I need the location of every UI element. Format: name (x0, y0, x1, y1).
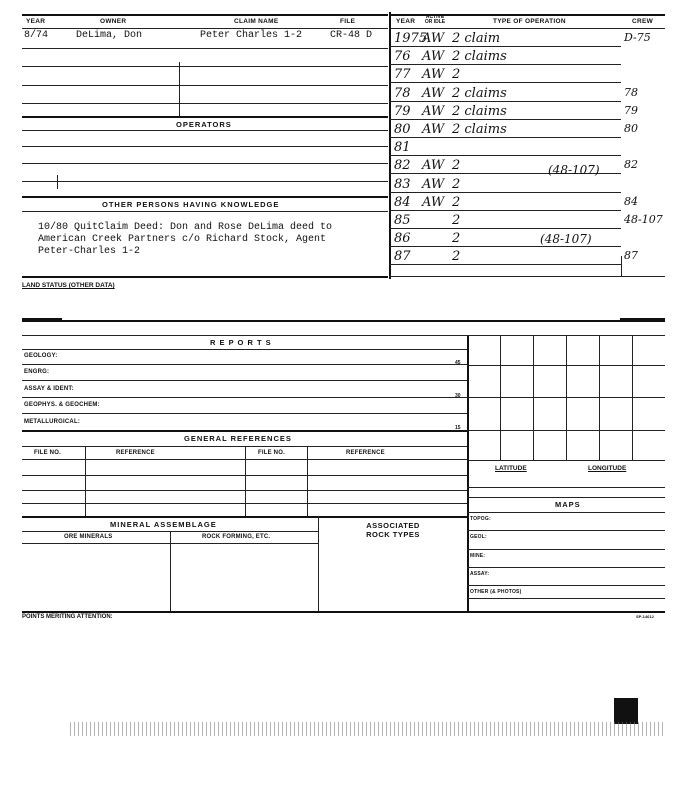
activity-type: 2 (452, 231, 461, 247)
claim-name: Peter Charles 1-2 (200, 30, 303, 41)
remarks-line-2: American Creek Partners c/o Richard Stock, Agent (38, 234, 327, 245)
associated-rock-types: ASSOCIATED ROCK TYPES (366, 521, 420, 539)
activity-row-rule (389, 101, 621, 102)
activity-active: AW (422, 176, 445, 192)
activity-row-rule (389, 246, 621, 247)
activity-year: 85 (394, 213, 411, 228)
activity-active: AW (422, 85, 445, 101)
header-owner: OWNER (100, 18, 127, 25)
map-assay: ASSAY: (470, 571, 490, 577)
scan-mark (614, 698, 638, 724)
longitude-label: LONGITUDE (588, 465, 627, 472)
activity-year: 81 (394, 140, 411, 156)
operators-heading: OPERATORS (176, 120, 232, 129)
ref-col-reference-2: REFERENCE (346, 450, 385, 456)
activity-year: 84 (394, 194, 411, 210)
header-act-year: YEAR (396, 18, 416, 25)
rock-forming-label: ROCK FORMING, ETC. (202, 534, 271, 540)
activity-year: 1975 (394, 31, 428, 46)
note-84: (48-107) (548, 163, 600, 177)
header-crew: CREW (632, 18, 654, 25)
activity-row-rule (389, 119, 621, 120)
activity-active: AW (422, 67, 445, 83)
activity-type: 2 claim (452, 31, 501, 46)
map-mine: MINE: (470, 553, 486, 559)
activity-year: 82 (394, 158, 411, 174)
activity-type: 2 (452, 176, 461, 192)
activity-row-rule (389, 228, 621, 229)
activity-type: 2 (452, 213, 461, 228)
general-references-heading: GENERAL REFERENCES (184, 434, 292, 443)
activity-crew: 82 (624, 158, 638, 172)
activity-type: 2 claims (452, 103, 507, 119)
claim-owner: DeLima, Don (76, 30, 143, 41)
report-assay: ASSAY & IDENT: (24, 386, 74, 392)
activity-active: AW (422, 103, 445, 119)
header-active: ACTIVE OR IDLE (424, 14, 446, 25)
activity-year: 77 (394, 67, 411, 83)
activity-row-rule (389, 192, 621, 193)
activity-active: AW (422, 158, 445, 174)
activity-row-rule (389, 82, 621, 83)
tick-30: 30 (455, 393, 461, 399)
mineral-heading: MINERAL ASSEMBLAGE (110, 520, 217, 529)
claim-year: 8/74 (24, 30, 49, 41)
activity-year: 79 (394, 103, 411, 119)
activity-active: AW (422, 49, 445, 65)
activity-crew: 87 (624, 249, 638, 263)
map-geol: GEOL: (470, 534, 487, 540)
report-geophys: GEOPHYS. & GEOCHEM: (24, 402, 100, 408)
activity-year: 78 (394, 85, 411, 101)
ore-minerals-label: ORE MINERALS (64, 534, 113, 540)
activity-row-rule (389, 64, 621, 65)
remarks-line-3: Peter-Charles 1-2 (38, 246, 141, 257)
activity-type: 2 (452, 67, 461, 83)
activity-row-rule (389, 155, 621, 156)
land-status-label: LAND STATUS (OTHER DATA) (22, 282, 115, 289)
activity-year: 87 (394, 249, 411, 265)
ref-col-reference-1: REFERENCE (116, 450, 155, 456)
report-geology: GEOLOGY: (24, 353, 58, 359)
others-heading: OTHER PERSONS HAVING KNOWLEDGE (102, 200, 280, 209)
report-metallurgical: METALLURGICAL: (24, 419, 81, 425)
remarks (38, 222, 332, 258)
map-other: OTHER (& PHOTOS) (470, 589, 522, 595)
maps-heading: MAPS (555, 500, 581, 509)
map-topog: TOPOG: (470, 516, 491, 522)
header-file: FILE (340, 18, 356, 25)
claim-file: CR-48 D (330, 30, 373, 41)
activity-crew: 80 (624, 122, 638, 135)
activity-year: 83 (394, 176, 411, 192)
activity-crew: 84 (624, 194, 638, 208)
activity-type: 2 (452, 194, 461, 210)
activity-active: AW (422, 31, 445, 46)
ref-col-file-1: FILE NO. (34, 450, 61, 456)
activity-type: 2 (452, 158, 461, 174)
activity-year: 86 (394, 231, 411, 247)
activity-type: 2 claims (452, 122, 507, 137)
header-year: YEAR (26, 18, 46, 25)
activity-year: 76 (394, 49, 411, 65)
tick-45: 45 (455, 360, 461, 366)
activity-crew: 48-107 (624, 213, 663, 226)
activity-row-rule (389, 46, 621, 47)
report-engrg: ENGRG: (24, 369, 50, 375)
note-87: (48-107) (540, 232, 592, 246)
remarks-line-1: 10/80 QuitClaim Deed: Don and Rose DeLima deed to (38, 222, 333, 233)
activity-type: 2 claims (452, 49, 507, 65)
activity-row-rule (389, 264, 621, 265)
activity-row-rule (389, 210, 621, 211)
activity-crew: 78 (624, 85, 638, 99)
ref-col-file-2: FILE NO. (258, 450, 285, 456)
tick-15: 15 (455, 425, 461, 431)
activity-active: AW (422, 122, 445, 137)
activity-row-rule (389, 137, 621, 138)
scan-noise (70, 722, 665, 736)
activity-crew: D-75 (624, 31, 651, 44)
activity-type: 2 (452, 249, 461, 265)
latitude-label: LATITUDE (495, 465, 527, 472)
header-type: TYPE OF OPERATION (493, 18, 566, 25)
points-meriting-attention: POINTS MERITING ATTENTION: (22, 614, 113, 620)
activity-crew: 79 (624, 103, 638, 117)
form-number: SP-14612 (636, 614, 654, 619)
reports-heading: R E P O R T S (210, 338, 272, 347)
activity-type: 2 claims (452, 85, 507, 101)
header-claim-name: CLAIM NAME (234, 18, 279, 25)
activity-year: 80 (394, 122, 411, 137)
activity-active: AW (422, 194, 445, 210)
